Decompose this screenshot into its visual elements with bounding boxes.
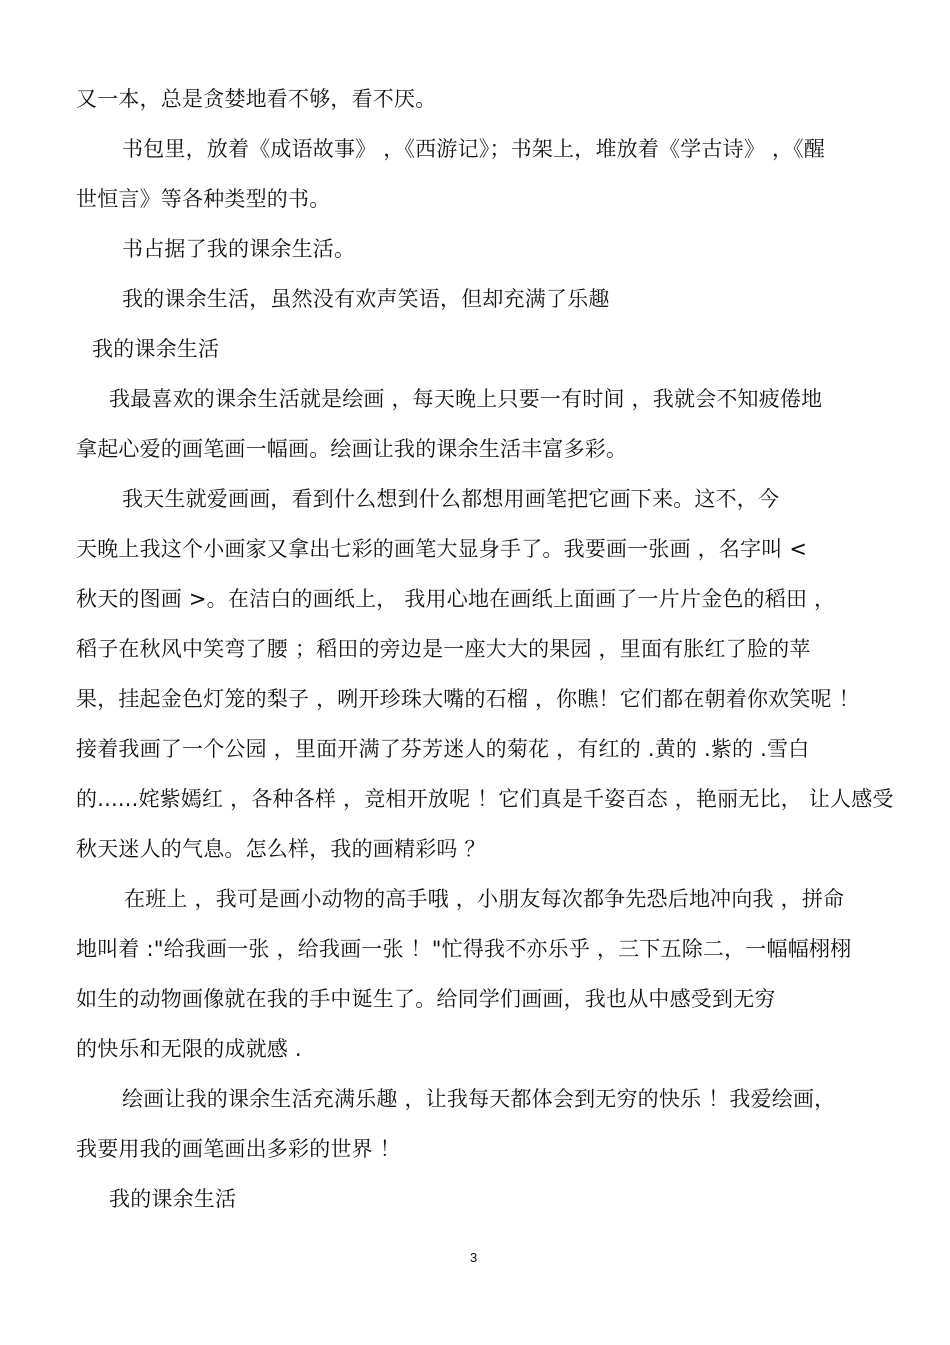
text-line: 天晚上我这个小画家又拿出七彩的画笔大显身手了。我要画一张画 ，名字叫 <	[76, 537, 808, 561]
text-line: 秋天的图画 >。在洁白的画纸上， 我用心地在画纸上面画了一片片金色的稻田 ，	[76, 587, 836, 611]
text-line: 世恒言》等各种类型的书。	[76, 187, 331, 211]
text-line: 果，挂起金色灯笼的梨子 ，咧开珍珠大嘴的石榴 ，你瞧！它们都在朝着你欢笑呢 ！	[76, 687, 860, 711]
text-line: 书包里，放着《成语故事》 ，《西游记》；书架上，堆放着《学古诗》 ，《醒	[122, 137, 826, 161]
text-line: 书占据了我的课余生活。	[122, 237, 356, 261]
text-line: 绘画让我的课余生活充满乐趣 ，让我每天都体会到无穷的快乐 ！我爱绘画，	[122, 1087, 836, 1111]
text-line: 我最喜欢的课余生活就是绘画 ，每天晚上只要一有时间 ，我就会不知疲倦地	[109, 387, 823, 411]
section-heading: 我的课余生活	[109, 1187, 237, 1211]
text-line: 在班上 ，我可是画小动物的高手哦 ，小朋友每次都争先恐后地冲向我 ，拼命	[124, 887, 845, 911]
text-line: 秋天迷人的气息。怎么样，我的画精彩吗 ？	[76, 837, 486, 861]
text-line: 接着我画了一个公园 ，里面开满了芬芳迷人的菊花 ，有红的 .黄的 .紫的 .雪白	[76, 737, 810, 761]
text-line: 我天生就爱画画，看到什么想到什么都想用画笔把它画下来。这不，今	[122, 487, 780, 511]
text-line: 拿起心爱的画笔画一幅画。绘画让我的课余生活丰富多彩。	[76, 437, 628, 461]
text-line: 的快乐和无限的成就感 .	[76, 1037, 302, 1061]
text-line: 如生的动物画像就在我的手中诞生了。给同学们画画，我也从中感受到无穷	[76, 987, 776, 1011]
text-line: 我的课余生活，虽然没有欢声笑语，但却充满了乐趣	[122, 287, 610, 311]
page-number: 3	[470, 1250, 478, 1265]
text-line: 的......姹紫嫣红 ，各种各样 ，竞相开放呢 ！它们真是千姿百态 ，艳丽无比， 让人感受	[76, 787, 894, 811]
text-line: 稻子在秋风中笑弯了腰 ；稻田的旁边是一座大大的果园 ，里面有胀红了脸的苹	[76, 637, 811, 661]
text-line: 我要用我的画笔画出多彩的世界 ！	[76, 1137, 401, 1161]
text-line: 又一本，总是贪婪地看不够，看不厌。	[76, 87, 437, 111]
text-line: 地叫着 :"给我画一张 ，给我画一张 ！"忙得我不亦乐乎 ，三下五除二，一幅幅栩栩	[76, 937, 852, 961]
section-heading: 我的课余生活	[92, 337, 220, 361]
